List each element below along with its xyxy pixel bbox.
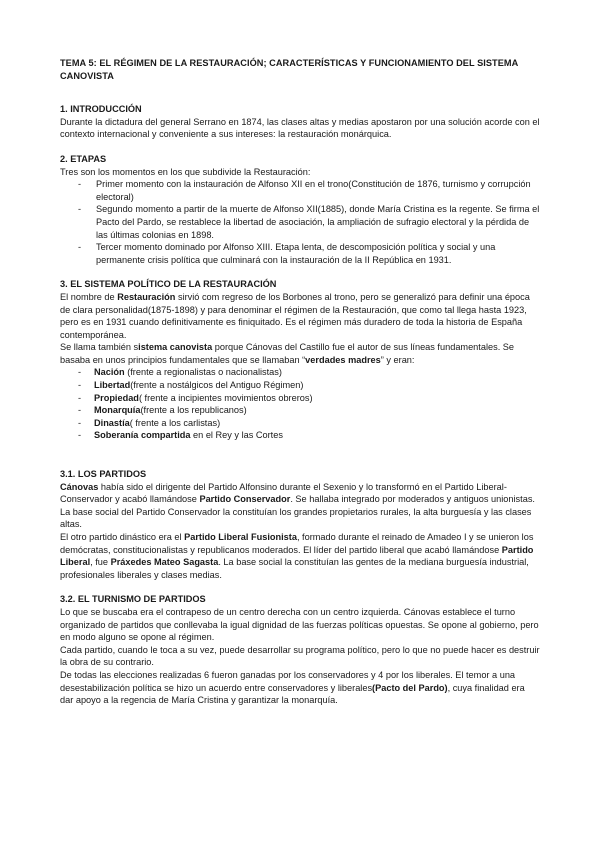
section-heading: 3.1. LOS PARTIDOS bbox=[60, 469, 147, 480]
paragraph bbox=[60, 531, 540, 581]
section-introduccion bbox=[60, 103, 540, 141]
text: , formado durante el reinado de Amadeo I y se unieron los demócratas, constitucionalistas y republicanos moderados. El líder del partido liberal que acabó llamándose bbox=[60, 532, 534, 555]
list-item bbox=[78, 366, 540, 379]
text: ” y eran: bbox=[380, 354, 415, 365]
bold-text: (Pacto del Pardo) bbox=[372, 682, 448, 693]
list-item: - Primer momento con la instauración de Alfonso XII en el trono(Constitución de 1876, turnismo y corrupción electoral) bbox=[78, 178, 540, 203]
list-item bbox=[78, 379, 540, 392]
bold-text: Partido Conservador bbox=[199, 494, 291, 505]
text: , fue bbox=[90, 557, 111, 568]
text: había sido el dirigente del Partido Alfonsino durante el Sexenio y lo transformó en el Partido Liberal-Conservador y acabó llamándose bbox=[60, 481, 507, 505]
section-heading: 2. ETAPAS bbox=[60, 153, 107, 164]
text: . La base social la constituían las gentes de la mediana burguesía industrial, profesionales liberales y clases medias. bbox=[60, 557, 529, 580]
bold-text: Dinastía bbox=[94, 417, 130, 428]
section-sistema-politico bbox=[60, 278, 540, 442]
bold-text: Partido Liberal bbox=[60, 544, 534, 568]
text: El nombre de bbox=[60, 291, 118, 302]
text: (frente a los republicanos) bbox=[140, 405, 247, 416]
section-heading: 1. INTRODUCCIÓN bbox=[60, 104, 142, 115]
paragraph: Cada partido, cuando le toca a su vez, puede desarrollar su programa político, pero lo que no puede hacer es destruir la obra de su contrario. bbox=[60, 644, 540, 668]
text: (frente a nostálgicos del Antiguo Régimen) bbox=[130, 380, 304, 391]
text: ( frente a incipientes movimientos obreros) bbox=[138, 392, 313, 403]
text: porque Cánovas del Castillo fue el autor de sus líneas fundamentales. Se basaba en unos principios fundamentales que se llamaban “ bbox=[60, 342, 515, 365]
list-item bbox=[78, 429, 540, 442]
text: , cuya finalidad era dar apoyo a la regencia de María Cristina y garantizar la monarquía. bbox=[60, 682, 525, 706]
paragraph bbox=[60, 669, 540, 707]
verdades-madres-list bbox=[60, 366, 540, 442]
text: (frente a regionalistas o nacionalistas) bbox=[124, 367, 282, 378]
bold-text: Soberanía compartida bbox=[94, 430, 191, 441]
list-item bbox=[78, 417, 540, 430]
text: El otro partido dinástico era el bbox=[60, 532, 185, 542]
paragraph: Tres son los momentos en los que subdivide la Restauración: bbox=[60, 166, 311, 177]
bold-text: Práxedes Mateo Sagasta bbox=[110, 557, 219, 568]
paragraph bbox=[60, 341, 540, 366]
text: en el Rey y las Cortes bbox=[190, 430, 283, 441]
paragraph: Lo que se buscaba era el contrapeso de un centro derecha con un centro izquierda. Cánovas establece el turno organizado de partidos que conllevaba la igual dignidad de las fuerzas políticas opuestas. Se opone al gobierno, pero en modo alguno se opone al régimen. bbox=[60, 606, 539, 643]
bold-text: Monarquía bbox=[94, 405, 141, 416]
list-item: - Segundo momento a partir de la muerte de Alfonso XII(1885), donde María Cristina es la regente. Se firma el Pacto del Pardo, se restablece la libertad de asociación, la ampliación de sufragio electoral y la pérdida de las últimas colonias en 1898. bbox=[78, 203, 540, 241]
text: De todas las elecciones realizadas 6 fueron ganadas por los conservadores y 4 por los liberales. El temor a una desestabilización política se hizo un acuerdo entre conservadores y liberales bbox=[60, 669, 516, 693]
text: sirvió com regreso de los Borbones al trono, pero se generalizó para definir una época de clara personalidad(1875-1898) y para denominar el régimen de la Restauración, que como tal llega hasta 1923, pero es en 1931 cuando definitivamente es finiquitado. Es el régimen más duradero de toda la historia de España contemporánea. bbox=[60, 291, 530, 340]
etapas-list bbox=[60, 178, 540, 266]
bold-text: istema canovista bbox=[138, 342, 213, 353]
section-heading: 3.2. EL TURNISMO DE PARTIDOS bbox=[60, 594, 206, 605]
paragraph: Durante la dictadura del general Serrano en 1874, las clases altas y medias apostaron por una solución acorde con el contexto internacional y conveniente a sus intereses: la restauración monárquica. bbox=[60, 116, 540, 140]
bold-text: Libertad bbox=[94, 380, 131, 391]
section-turnismo bbox=[60, 593, 540, 706]
paragraph bbox=[60, 481, 540, 531]
bold-text: Propiedad bbox=[94, 392, 139, 403]
text: ( frente a los carlistas) bbox=[129, 417, 221, 428]
list-item: - Tercer momento dominado por Alfonso XIII. Etapa lenta, de descomposición política y social y una permanente crisis política que culminará con la instauración de la II República en 1931. bbox=[78, 241, 540, 266]
section-etapas bbox=[60, 153, 540, 266]
list-item bbox=[78, 392, 540, 405]
bold-text: Cánovas bbox=[60, 481, 99, 492]
bold-text: Nación bbox=[94, 367, 125, 378]
list-item bbox=[78, 404, 540, 417]
section-los-partidos bbox=[60, 468, 540, 581]
bold-text: Restauración bbox=[117, 291, 176, 302]
bold-text: Partido Liberal Fusionista bbox=[184, 532, 297, 542]
paragraph bbox=[60, 291, 540, 341]
document-title: TEMA 5: EL RÉGIMEN DE LA RESTAURACIÓN; CARACTERÍSTICAS Y FUNCIONAMIENTO DEL SISTEMA CANOVISTA bbox=[60, 58, 518, 81]
text: . Se hallaba integrado por moderados y antiguos unionistas. La base social del Partido Conservador la constituían los grandes propietarios rurales, la alta burguesía y las clases altas. bbox=[60, 494, 535, 530]
bold-text: verdades madres bbox=[305, 354, 381, 365]
text: Se llama también s bbox=[60, 342, 139, 353]
section-heading: 3. EL SISTEMA POLÍTICO DE LA RESTAURACIÓN bbox=[60, 279, 277, 290]
